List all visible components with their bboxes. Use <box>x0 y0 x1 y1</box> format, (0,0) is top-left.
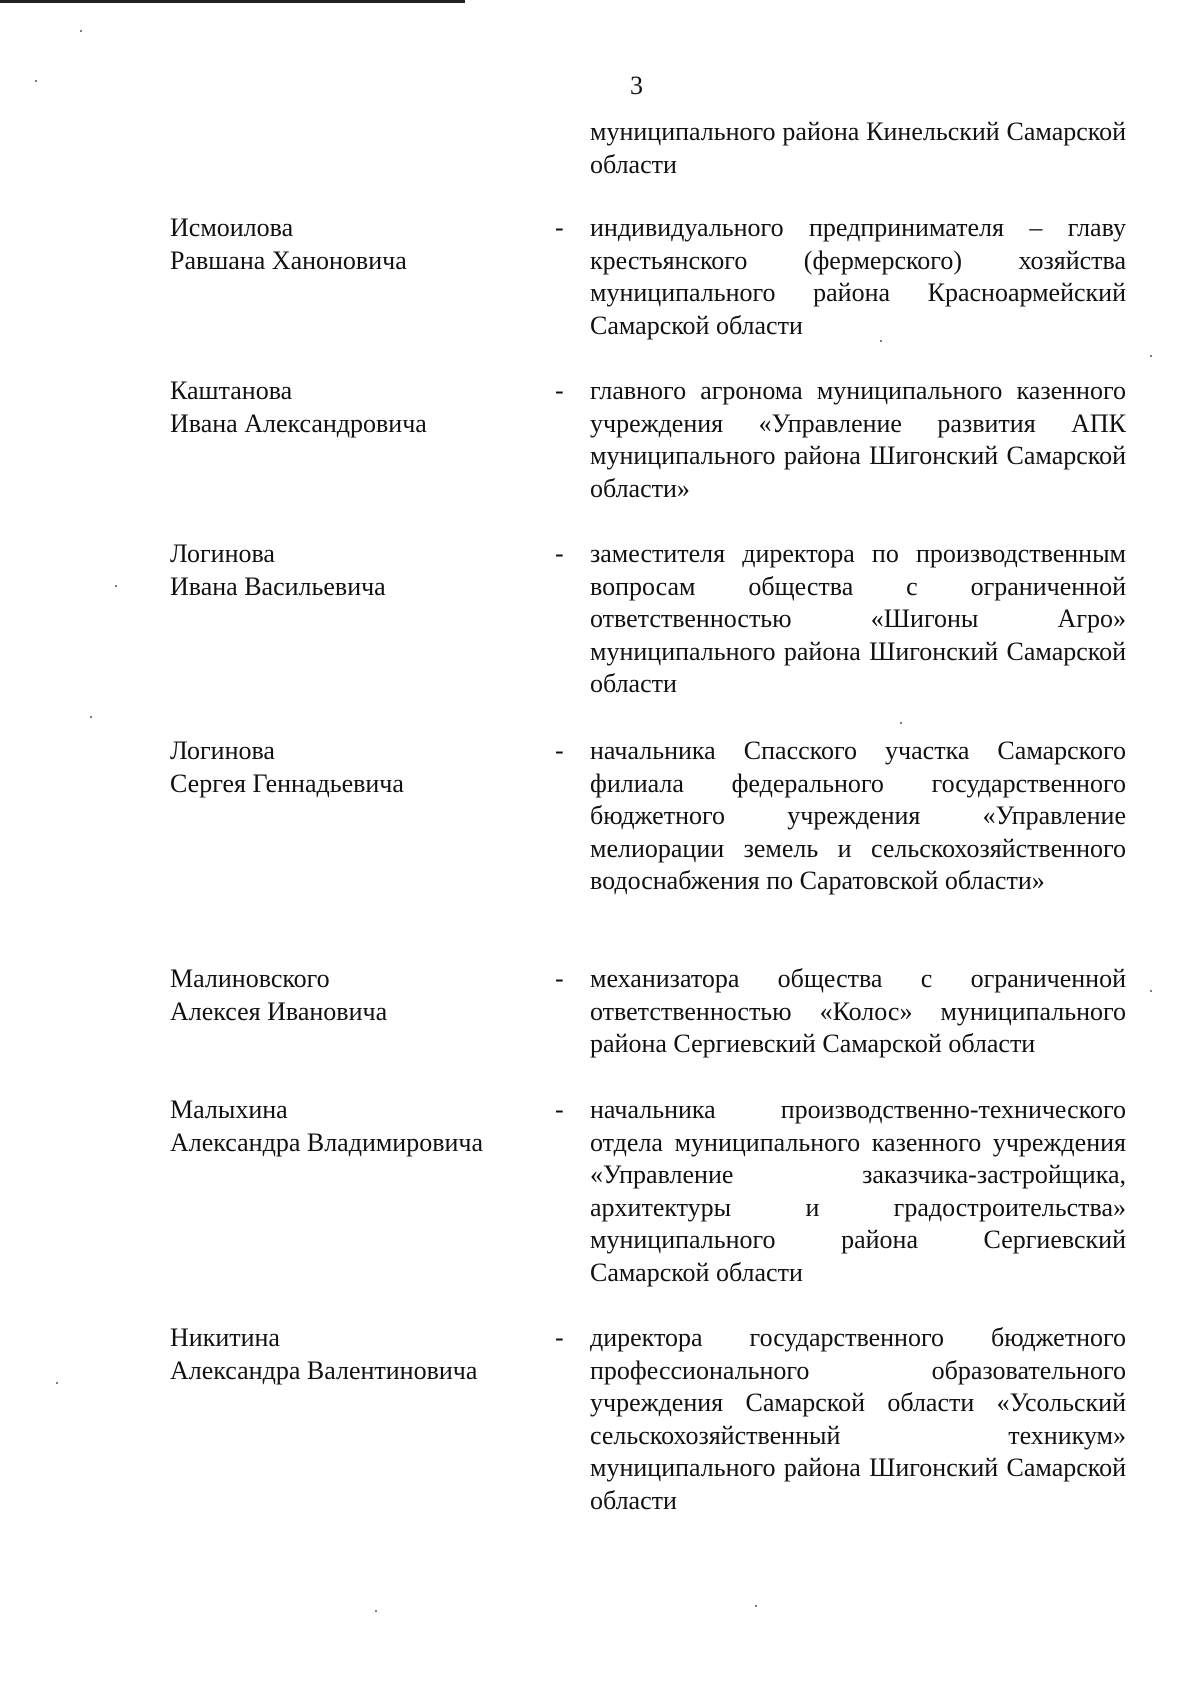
person-name <box>170 538 530 603</box>
scan-speck <box>35 80 37 82</box>
given-names: Ивана Александровича <box>170 408 427 438</box>
surname: Логинова <box>170 539 275 568</box>
page-number: 3 <box>630 71 643 100</box>
person-name <box>170 963 530 1028</box>
position-description: механизатора общества с ограниченной ответственностью «Колос» муниципального района Сергиевский Самарской области <box>590 964 1126 1058</box>
dash-separator: - <box>555 1095 564 1124</box>
surname: Никитина <box>170 1323 280 1352</box>
scan-speck <box>880 340 882 342</box>
position-description: индивидуального предпринимателя – главу крестьянского (фермерского) хозяйства муниципального района Красноармейский Самарской области <box>590 213 1126 340</box>
surname: Исмоилова <box>170 213 294 242</box>
scan-speck <box>80 30 82 32</box>
continuation-text: муниципального района Кинельский Самарской области <box>590 117 1126 179</box>
surname: Логинова <box>170 736 275 765</box>
top-rule <box>0 0 465 3</box>
dash-separator: - <box>555 1323 564 1352</box>
given-names: Ивана Васильевича <box>170 571 386 601</box>
scan-speck <box>755 1605 757 1607</box>
given-names: Сергея Геннадьевича <box>170 768 404 798</box>
dash-separator: - <box>555 376 564 405</box>
person-name <box>170 212 530 277</box>
surname: Каштанова <box>170 376 293 405</box>
given-names: Александра Валентиновича <box>170 1355 478 1385</box>
surname: Малыхина <box>170 1095 288 1124</box>
person-name <box>170 1322 530 1387</box>
position-description: директора государственного бюджетного профессионального образовательного учреждения Самарской области «Усольский сельскохозяйственный техникум» муниципального района Шигонский Самарской области <box>590 1323 1126 1515</box>
position-description: главного агронома муниципального казенного учреждения «Управление развития АПК муниципального района Шигонский Самарской области» <box>590 376 1126 503</box>
person-name <box>170 1094 530 1159</box>
person-name <box>170 735 530 800</box>
given-names: Алексея Ивановича <box>170 996 388 1026</box>
position-description: заместителя директора по производственным вопросам общества с ограниченной ответственностью «Шигоны Агро» муниципального района Шигонский Самарской области <box>590 539 1126 698</box>
person-name <box>170 375 530 440</box>
dash-separator: - <box>555 539 564 568</box>
given-names: Равшана Ханоновича <box>170 245 407 275</box>
scan-speck <box>900 722 902 724</box>
scan-speck <box>1150 355 1152 357</box>
scan-speck <box>56 1382 58 1384</box>
scan-speck <box>375 1610 377 1612</box>
dash-separator: - <box>555 964 564 993</box>
scan-speck <box>1150 990 1152 992</box>
given-names: Александра Владимировича <box>170 1127 484 1157</box>
position-description: начальника Спасского участка Самарского филиала федерального государственного бюджетного учреждения «Управление мелиорации земель и сельскохозяйственного водоснабжения по Саратовской области» <box>590 736 1126 895</box>
position-description: начальника производственно-технического отдела муниципального казенного учреждения «Управление заказчика-застройщика, архитектуры и градостроительства» муниципального района Сергиевский Самарской области <box>590 1095 1126 1287</box>
dash-separator: - <box>555 736 564 765</box>
scan-speck <box>115 585 117 587</box>
surname: Малиновского <box>170 964 330 993</box>
scan-speck <box>90 716 92 718</box>
dash-separator: - <box>555 213 564 242</box>
